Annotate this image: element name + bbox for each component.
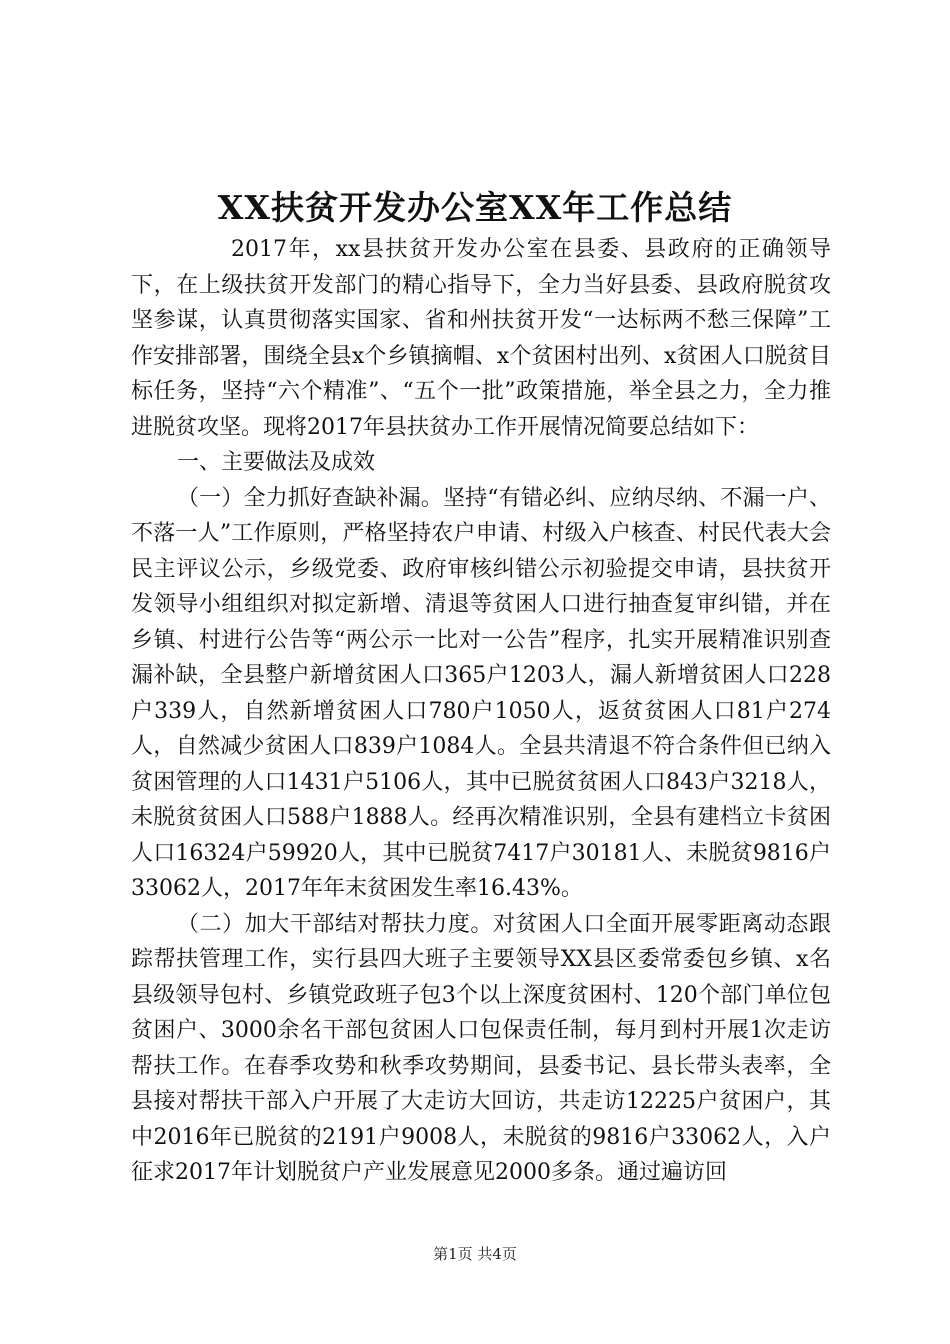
- item-paragraph-2: （二）加大干部结对帮扶力度。对贫困人口全面开展零距离动态跟踪帮扶管理工作，实行县四大班子主要领导XX县区委常委包乡镇、x名县级领导包村、乡镇党政班子包3个以上深度贫困村、120个部门单位包贫困户、3000余名干部包贫困人口包保责任制，每月到村开展1次走访帮扶工作。在春季攻势和秋季攻势期间，县委书记、县长带头表率，全县接对帮扶干部入户开展了大走访大回访，共走访12225户贫困户，其中2016年已脱贫的2191户9008人，未脱贫的9816户33062人，入户征求2017年计划脱贫户产业发展意见2000多条。通过遍访回: [131, 911, 831, 1185]
- document-title: XX扶贫开发办公室XX年工作总结: [217, 188, 733, 227]
- item-paragraph-1: （一）全力抓好查缺补漏。坚持“有错必纠、应纳尽纳、不漏一户、不落一人”工作原则，严格坚持农户申请、村级入户核查、村民代表大会民主评议公示，乡级党委、政府审核纠错公示初验提交申请，县扶贫开发领导小组组织对拟定新增、清退等贫困人口进行抽查复审纠错，并在乡镇、村进行公告等“两公示一比对一公告”程序，扎实开展精准识别查漏补缺，全县整户新增贫困人口365户1203人，漏人新增贫困人口228户339人，自然新增贫困人口780户1050人，返贫贫困人口81户274人，自然减少贫困人口839户1084人。全县共清退不符合条件但已纳入贫困管理的人口1431户5106人，其中已脱贫贫困人口843户3218人，未脱贫贫困人口588户1888人。经再次精准识别，全县有建档立卡贫困人口16324户59920人，其中已脱贫7417户30181人、未脱贫9816户33062人，2017年年末贫困发生率16.43%。: [131, 485, 831, 901]
- section-heading: 一、主要做法及成效: [177, 450, 376, 475]
- document-body: [131, 232, 831, 1191]
- page-footer: 第1页 共4页: [433, 1245, 517, 1263]
- intro-paragraph: 2017年，xx县扶贫开发办公室在县委、县政府的正确领导下，在上级扶贫开发部门的精心指导下，全力当好县委、县政府脱贫攻坚参谋，认真贯彻落实国家、省和州扶贫开发“一达标两不愁三保障”工作安排部署，围绕全县x个乡镇摘帽、x个贫困村出列、x贫困人口脱贫目标任务，坚持“六个精准”、“五个一批”政策措施，举全县之力，全力推进脱贫攻坚。现将2017年县扶贫办工作开展情况简要总结如下：: [131, 237, 831, 440]
